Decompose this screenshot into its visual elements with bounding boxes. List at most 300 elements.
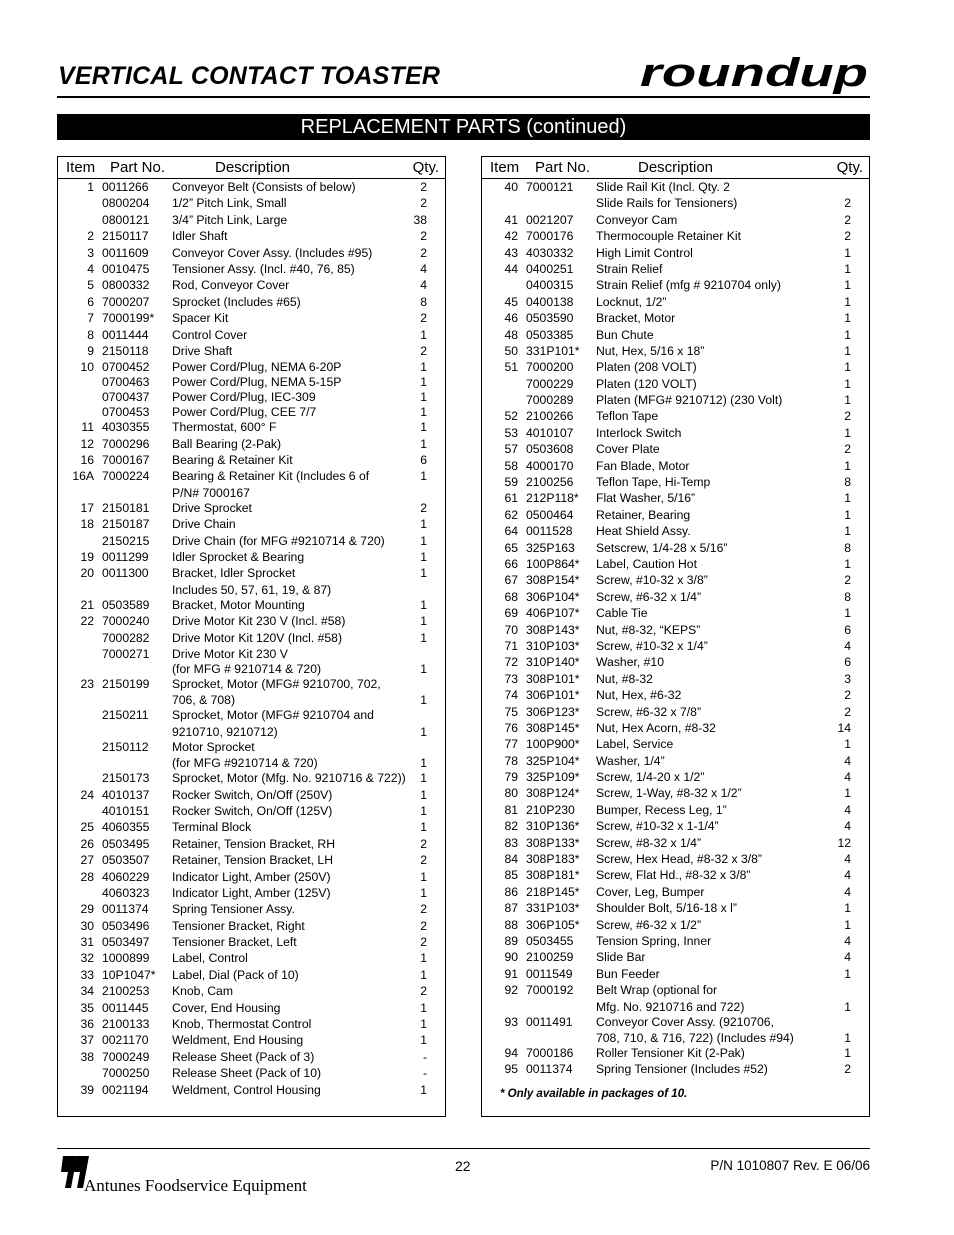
part-number: 7000167	[102, 453, 150, 468]
description: Washer, #10	[596, 655, 664, 670]
part-number: 0503497	[102, 935, 150, 950]
part-number: 308P101*	[526, 671, 580, 686]
part-number: 1000899	[102, 951, 150, 966]
table-row	[58, 419, 445, 435]
quantity: 1	[844, 1045, 851, 1060]
part-number: 325P109*	[526, 770, 580, 785]
table-row	[58, 1065, 445, 1081]
quantity: 1	[420, 1000, 427, 1015]
table-row	[482, 687, 869, 703]
part-number: 212P118*	[526, 491, 579, 506]
item-number: 75	[504, 704, 518, 719]
table-row	[58, 597, 445, 613]
table-row	[482, 327, 869, 343]
table-row	[58, 676, 445, 692]
part-number: 4060323	[102, 885, 150, 900]
quantity: 1	[420, 661, 427, 676]
part-number: 0400138	[526, 294, 574, 309]
table-row	[482, 343, 869, 359]
table-row	[482, 933, 869, 949]
part-number: 7000240	[102, 614, 150, 629]
description: Teflon Tape, Hi-Temp	[596, 475, 711, 490]
description: Slide Rail Kit (Incl. Qty. 2	[596, 180, 730, 194]
quantity: 1	[844, 491, 851, 506]
description: Thermocouple Retainer Kit	[596, 229, 741, 244]
table-row	[58, 803, 445, 819]
table-row	[58, 885, 445, 901]
table-row	[58, 739, 445, 755]
table-row	[58, 1082, 445, 1098]
table-row	[58, 310, 445, 326]
table-row	[482, 818, 869, 834]
table-row	[482, 507, 869, 523]
quantity: 1	[844, 245, 851, 260]
quantity: 1	[844, 311, 851, 326]
table-row	[482, 867, 869, 883]
quantity: 1	[420, 967, 427, 982]
item-number: 88	[504, 917, 518, 932]
part-number: 7000192	[526, 983, 574, 998]
part-number: 2100256	[526, 475, 574, 490]
table-row	[58, 630, 445, 646]
table-row	[58, 1032, 445, 1048]
item-number: 74	[504, 688, 518, 703]
table-row	[58, 950, 445, 966]
part-number: 4010137	[102, 787, 150, 802]
col-qty-header: Qty.	[836, 159, 863, 176]
table-row	[482, 999, 869, 1014]
table-row	[58, 179, 445, 195]
svg-text:roundup: roundup	[640, 52, 868, 94]
table-row	[482, 917, 869, 933]
quantity: 1	[420, 517, 427, 532]
quantity: 1	[844, 999, 851, 1014]
quantity: 1	[420, 869, 427, 884]
part-number: 2100266	[526, 409, 574, 424]
quantity: 4	[844, 770, 851, 785]
description: Rocker Switch, On/Off (125V)	[172, 803, 333, 818]
table-row	[482, 982, 869, 998]
item-number: 37	[80, 1033, 94, 1048]
description: Rocker Switch, On/Off (250V)	[172, 787, 333, 802]
description: Cover Plate	[596, 442, 660, 457]
item-number: 39	[80, 1082, 94, 1097]
item-number: 78	[504, 753, 518, 768]
part-number: 0011374	[102, 902, 149, 917]
table-row	[482, 1045, 869, 1061]
quantity: 1	[420, 803, 427, 818]
part-number: 310P140*	[526, 655, 580, 670]
description: Screw, 1/4-20 x 1/2”	[596, 770, 705, 785]
quantity: 1	[844, 278, 851, 293]
description: Nut, Hex Acorn, #8-32	[596, 720, 716, 735]
description: Cover, Leg, Bumper	[596, 884, 705, 899]
quantity: 1	[844, 327, 851, 342]
quantity: 1	[844, 507, 851, 522]
table-row	[482, 408, 869, 424]
quantity: 1	[844, 524, 851, 539]
table-row	[58, 707, 445, 723]
description: Power Cord/Plug, CEE 7/7	[172, 405, 317, 420]
table-row	[58, 724, 445, 739]
table-row	[482, 441, 869, 457]
item-number: 67	[504, 573, 518, 588]
item-number: 24	[80, 787, 94, 802]
table-row	[58, 485, 445, 500]
description: Conveyor Cover Assy. (Includes #95)	[172, 245, 373, 260]
part-number: 0011299	[102, 550, 149, 565]
part-number: 4010151	[102, 803, 150, 818]
part-number: 0503496	[102, 918, 150, 933]
part-number: 0700463	[102, 375, 150, 390]
item-number: 52	[504, 409, 518, 424]
item-number: 94	[504, 1045, 518, 1060]
table-row	[482, 835, 869, 851]
description: Spring Tensioner (Includes #52)	[596, 1062, 768, 1077]
item-number: 45	[504, 294, 518, 309]
description: Bun Feeder	[596, 966, 660, 981]
page-title: VERTICAL CONTACT TOASTER	[58, 62, 441, 90]
description: Sprocket, Motor (Mfg. No. 9210716 & 722))	[172, 771, 406, 786]
quantity: 1	[420, 533, 427, 548]
part-number: 218P145*	[526, 884, 580, 899]
description: Conveyor Cover Assy. (9210706,	[596, 1014, 774, 1029]
part-number: 0011491	[526, 1014, 573, 1029]
quantity: 1	[420, 951, 427, 966]
description: Setscrew, 1/4-28 x 5/16”	[596, 540, 728, 555]
part-number: 0800332	[102, 278, 150, 293]
description: Screw, Flat Hd., #8-32 x 3/8”	[596, 868, 751, 883]
description: Bun Chute	[596, 327, 654, 342]
quantity: 1	[844, 917, 851, 932]
part-number: 7000224	[102, 469, 150, 484]
part-number: 0700452	[102, 360, 150, 375]
table-row	[482, 556, 869, 572]
quantity: 8	[844, 540, 851, 555]
table-row	[58, 343, 445, 359]
part-number: 0011374	[526, 1062, 573, 1077]
table-row	[58, 967, 445, 983]
table-body	[58, 179, 445, 1098]
quantity: 2	[844, 704, 851, 719]
description: Screw, Hex Head, #8-32 x 3/8”	[596, 852, 762, 867]
quantity: 14	[837, 720, 851, 735]
item-number: 19	[80, 550, 94, 565]
quantity: 1	[844, 376, 851, 391]
part-number: 306P104*	[526, 589, 580, 604]
table-row	[58, 819, 445, 835]
table-row	[58, 755, 445, 770]
description: Belt Wrap (optional for	[596, 983, 718, 998]
description: Bracket, Motor Mounting	[172, 597, 305, 612]
item-number: 36	[80, 1017, 94, 1032]
part-number: 7000250	[102, 1066, 150, 1081]
description: Drive Motor Kit 230 V (Incl. #58)	[172, 614, 346, 629]
table-row	[58, 934, 445, 950]
quantity: 1	[844, 343, 851, 358]
quantity: 1	[420, 820, 427, 835]
item-number: 31	[80, 935, 94, 950]
item-number: 68	[504, 589, 518, 604]
part-number: 0400315	[526, 278, 574, 293]
description: Cable Tie	[596, 606, 648, 621]
part-number: 308P133*	[526, 835, 580, 850]
table-row	[482, 900, 869, 916]
description: Includes 50, 57, 61, 19, & 87)	[172, 582, 332, 597]
table-row	[482, 605, 869, 621]
description: Screw, #10-32 x 1/4”	[596, 638, 708, 653]
quantity: 1	[420, 360, 427, 375]
table-row	[58, 1016, 445, 1032]
quantity: 1	[420, 566, 427, 581]
description: Drive Sprocket	[172, 500, 252, 515]
table-row	[482, 769, 869, 785]
item-number: 28	[80, 869, 94, 884]
description: (for MFG # 9210714 & 720)	[172, 661, 322, 676]
table-row	[482, 753, 869, 769]
table-row	[482, 638, 869, 654]
item-number: 33	[80, 967, 94, 982]
quantity: -	[422, 1049, 427, 1064]
description: 3/4” Pitch Link, Large	[172, 212, 288, 227]
description: Interlock Switch	[596, 425, 682, 440]
table-row	[58, 1000, 445, 1016]
table-row	[482, 490, 869, 506]
table-row	[482, 277, 869, 293]
quantity: 2	[420, 935, 427, 950]
quantity: 2	[420, 902, 427, 917]
table-row	[482, 884, 869, 900]
quantity: 1	[420, 327, 427, 342]
quantity: 4	[844, 753, 851, 768]
table-row	[482, 949, 869, 965]
table-row	[58, 500, 445, 516]
quantity: 1	[420, 614, 427, 629]
description: Screw, 1-Way, #8-32 x 1/2”	[596, 786, 742, 801]
part-number: 7000207	[102, 294, 150, 309]
description: Shoulder Bolt, 5/16-18 x l”	[596, 901, 737, 916]
item-number: 61	[504, 491, 518, 506]
quantity: 2	[420, 984, 427, 999]
item-number: 64	[504, 524, 518, 539]
description: Retainer, Tension Bracket, LH	[172, 853, 334, 868]
description: Drive Shaft	[172, 343, 233, 358]
description: Drive Motor Kit 230 V	[172, 646, 288, 661]
table-row	[58, 468, 445, 484]
item-number: 46	[504, 311, 518, 326]
col-item-header: Item	[490, 159, 520, 176]
table-row	[58, 661, 445, 676]
quantity: 1	[420, 405, 427, 420]
item-number: 69	[504, 606, 518, 621]
roundup-logo	[640, 52, 872, 99]
item-number: 41	[504, 212, 518, 227]
col-part-header: Part No.	[535, 159, 591, 176]
item-number: 65	[504, 540, 518, 555]
item-number: 87	[504, 901, 518, 916]
part-number: 7000200	[526, 360, 574, 375]
part-number: 0503608	[526, 442, 574, 457]
item-number: 29	[80, 902, 94, 917]
quantity: 1	[844, 737, 851, 752]
quantity: 1	[420, 597, 427, 612]
part-number: 0400251	[526, 261, 574, 276]
table-row	[58, 836, 445, 852]
item-number: 92	[504, 983, 518, 998]
description: Ball Bearing (2-Pak)	[172, 436, 282, 451]
item-number: 16A	[72, 469, 94, 484]
item-number: 70	[504, 622, 518, 637]
part-number: 2150211	[102, 708, 149, 723]
item-number: 93	[504, 1014, 518, 1029]
quantity: 1	[420, 1017, 427, 1032]
header-rule	[57, 96, 870, 98]
description: Nut, Hex, 5/16 x 18”	[596, 343, 705, 358]
description: Retainer, Bearing	[596, 507, 691, 522]
table-row	[58, 436, 445, 452]
part-number: 7000289	[526, 393, 574, 408]
part-number: 2150173	[102, 771, 150, 786]
item-number: 58	[504, 458, 518, 473]
quantity: 1	[420, 724, 427, 739]
part-number: 10P1047*	[102, 967, 156, 982]
part-number: 4030332	[526, 245, 574, 260]
quantity: 4	[420, 261, 427, 276]
table-row	[482, 785, 869, 801]
quantity: 6	[844, 622, 851, 637]
quantity: 1	[420, 1082, 427, 1097]
description: Flat Washer, 5/16”	[596, 491, 696, 506]
item-number: 72	[504, 655, 518, 670]
description: Tension Spring, Inner	[596, 933, 712, 948]
table-body	[482, 179, 869, 1078]
part-number: 7000249	[102, 1049, 150, 1064]
part-number: 2100133	[102, 1017, 150, 1032]
part-number: 325P163	[526, 540, 575, 555]
part-number: 2150117	[102, 229, 149, 244]
quantity: 1	[844, 458, 851, 473]
item-number: 89	[504, 933, 518, 948]
item-number: 44	[504, 261, 518, 276]
quantity: 1	[420, 630, 427, 645]
item-number: 9	[87, 343, 94, 358]
item-number: 40	[504, 180, 518, 194]
part-number: 7000229	[526, 376, 574, 391]
part-number: 4060355	[102, 820, 150, 835]
description: 708, 710, & 716, 722) (Includes #94)	[596, 1030, 794, 1045]
page-number: 22	[455, 1158, 471, 1174]
table-row	[58, 389, 445, 404]
item-number: 51	[504, 360, 518, 375]
item-number: 43	[504, 245, 518, 260]
description: Nut, #8-32, “KEPS”	[596, 622, 701, 637]
quantity: 2	[844, 409, 851, 424]
description: Label, Caution Hot	[596, 556, 697, 571]
item-number: 30	[80, 918, 94, 933]
item-number: 71	[504, 638, 518, 653]
description: Screw, #6-32 x 1/4”	[596, 589, 701, 604]
description: Screw, #10-32 x 1-1/4”	[596, 819, 719, 834]
quantity: 1	[844, 786, 851, 801]
table-row	[482, 359, 869, 375]
description: Washer, 1/4”	[596, 753, 665, 768]
table-row	[58, 294, 445, 310]
item-number: 38	[80, 1049, 94, 1064]
item-number: 42	[504, 229, 518, 244]
table-row	[482, 523, 869, 539]
table-row	[58, 327, 445, 343]
item-number: 25	[80, 820, 94, 835]
description: Bracket, Idler Sprocket	[172, 566, 296, 581]
description: Label, Control	[172, 951, 248, 966]
part-number: 0010475	[102, 261, 150, 276]
table-row	[482, 1061, 869, 1077]
description: 9210710, 9210712)	[172, 724, 278, 739]
part-number: 7000176	[526, 229, 574, 244]
table-row	[482, 376, 869, 392]
item-number: 32	[80, 951, 94, 966]
quantity: 1	[844, 261, 851, 276]
quantity: 1	[420, 390, 427, 405]
table-row	[482, 671, 869, 687]
item-number: 73	[504, 671, 518, 686]
description: Drive Chain (for MFG #9210714 & 720)	[172, 533, 385, 548]
table-row	[58, 646, 445, 661]
table-row	[482, 966, 869, 982]
quantity: 1	[420, 771, 427, 786]
part-number: 2150215	[102, 533, 150, 548]
description: Thermostat, 600° F	[172, 420, 277, 435]
description: Bearing & Retainer Kit	[172, 453, 293, 468]
item-number: 3	[87, 245, 94, 260]
table-row	[482, 736, 869, 752]
item-number: 17	[80, 500, 94, 515]
quantity: 1	[420, 1033, 427, 1048]
part-number: 2150199	[102, 676, 150, 691]
quantity: 1	[844, 966, 851, 981]
quantity: 1	[420, 420, 427, 435]
item-number: 34	[80, 984, 94, 999]
col-desc-header: Description	[215, 159, 291, 176]
item-number: 66	[504, 556, 518, 571]
description: Idler Shaft	[172, 229, 228, 244]
quantity: 2	[844, 1062, 851, 1077]
description: Weldment, Control Housing	[172, 1082, 321, 1097]
part-number: 0800204	[102, 196, 150, 211]
part-number: 331P101*	[526, 343, 580, 358]
part-number: 2150118	[102, 343, 149, 358]
col-part-header: Part No.	[110, 159, 166, 176]
description: Indicator Light, Amber (250V)	[172, 869, 331, 884]
table-row	[58, 516, 445, 532]
description: Nut, Hex, #6-32	[596, 688, 682, 703]
footer-rule	[57, 1148, 870, 1149]
description: Screw, #6-32 x 7/8”	[596, 704, 701, 719]
table-row	[58, 787, 445, 803]
table-row	[58, 582, 445, 597]
table-row	[482, 392, 869, 408]
parts-table-left	[57, 156, 446, 1117]
part-number: 0700437	[102, 390, 150, 405]
table-row	[58, 359, 445, 374]
table-row	[482, 195, 869, 211]
description: (for MFG #9210714 & 720)	[172, 756, 318, 771]
description: Roller Tensioner Kit (2-Pak)	[596, 1045, 745, 1060]
description: Idler Sprocket & Bearing	[172, 550, 305, 565]
item-number: 21	[80, 597, 94, 612]
part-number: 7000199*	[102, 311, 155, 326]
part-number: 7000282	[102, 630, 150, 645]
